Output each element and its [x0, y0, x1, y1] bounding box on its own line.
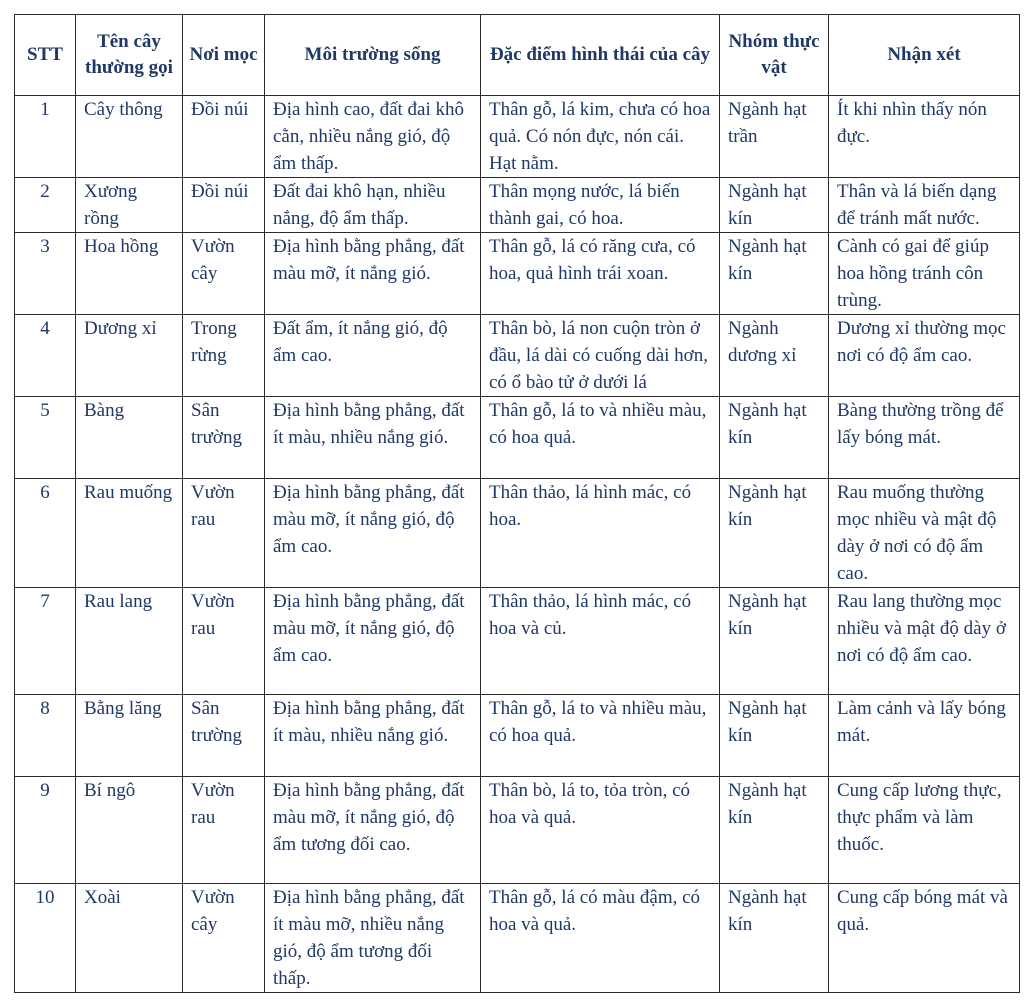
table-row	[15, 695, 1020, 777]
header-habitat: Môi trường sống	[265, 15, 481, 96]
cell-habitat: Địa hình bằng phẳng, đất màu mỡ, ít nắng gió, độ ẩm cao.	[265, 588, 481, 695]
cell-habitat: Đất ẩm, ít nắng gió, độ ẩm cao.	[265, 315, 481, 397]
cell-location: Vườn rau	[183, 777, 265, 884]
header-plant-group: Nhóm thực vật	[720, 15, 829, 96]
cell-remarks: Rau lang thường mọc nhiều và mật độ dày ở nơi có độ ẩm cao.	[829, 588, 1020, 695]
cell-stt: 6	[15, 479, 76, 588]
cell-plant-group: Ngành hạt kín	[720, 884, 829, 993]
cell-habitat: Địa hình bằng phẳng, đất màu mỡ, ít nắng gió.	[265, 233, 481, 315]
document-page	[14, 14, 1019, 993]
cell-morphology: Thân gỗ, lá to và nhiều màu, có hoa quả.	[481, 397, 720, 479]
cell-plant-group: Ngành hạt kín	[720, 479, 829, 588]
cell-remarks: Cung cấp lương thực, thực phẩm và làm thuốc.	[829, 777, 1020, 884]
table-row	[15, 884, 1020, 993]
header-plant-name: Tên cây thường gọi	[76, 15, 183, 96]
cell-location: Trong rừng	[183, 315, 265, 397]
cell-morphology: Thân mọng nước, lá biến thành gai, có hoa.	[481, 178, 720, 233]
table-row	[15, 397, 1020, 479]
cell-location: Sân trường	[183, 695, 265, 777]
cell-morphology: Thân thảo, lá hình mác, có hoa và củ.	[481, 588, 720, 695]
cell-morphology: Thân bò, lá non cuộn tròn ở đầu, lá dài có cuống dài hơn, có ổ bào tử ở dưới lá	[481, 315, 720, 397]
cell-stt: 4	[15, 315, 76, 397]
cell-plant-group: Ngành hạt kín	[720, 178, 829, 233]
table-row	[15, 178, 1020, 233]
cell-stt: 1	[15, 96, 76, 178]
cell-location: Vườn rau	[183, 588, 265, 695]
cell-plant-name: Rau lang	[76, 588, 183, 695]
cell-habitat: Địa hình bằng phẳng, đất màu mỡ, ít nắng gió, độ ẩm tương đối cao.	[265, 777, 481, 884]
cell-location: Sân trường	[183, 397, 265, 479]
cell-habitat: Địa hình bằng phẳng, đất ít màu, nhiều nắng gió.	[265, 397, 481, 479]
cell-habitat: Địa hình bằng phẳng, đất ít màu mỡ, nhiều nắng gió, độ ẩm tương đối thấp.	[265, 884, 481, 993]
cell-plant-group: Ngành hạt kín	[720, 233, 829, 315]
cell-location: Đồi núi	[183, 96, 265, 178]
cell-plant-group: Ngành hạt kín	[720, 695, 829, 777]
cell-morphology: Thân gỗ, lá kim, chưa có hoa quả. Có nón đực, nón cái. Hạt nằm.	[481, 96, 720, 178]
cell-plant-group: Ngành dương xỉ	[720, 315, 829, 397]
cell-stt: 5	[15, 397, 76, 479]
cell-location: Vườn cây	[183, 884, 265, 993]
cell-location: Đồi núi	[183, 178, 265, 233]
cell-remarks: Cành có gai để giúp hoa hồng tránh côn trùng.	[829, 233, 1020, 315]
cell-remarks: Thân và lá biến dạng để tránh mất nước.	[829, 178, 1020, 233]
table-body	[15, 96, 1020, 993]
header-location: Nơi mọc	[183, 15, 265, 96]
cell-morphology: Thân gỗ, lá to và nhiều màu, có hoa quả.	[481, 695, 720, 777]
table-row	[15, 315, 1020, 397]
cell-morphology: Thân bò, lá to, tỏa tròn, có hoa và quả.	[481, 777, 720, 884]
cell-habitat: Địa hình bằng phẳng, đất ít màu, nhiều nắng gió.	[265, 695, 481, 777]
cell-location: Vườn cây	[183, 233, 265, 315]
cell-plant-group: Ngành hạt kín	[720, 397, 829, 479]
cell-plant-name: Rau muống	[76, 479, 183, 588]
cell-morphology: Thân gỗ, lá có răng cưa, có hoa, quả hình trái xoan.	[481, 233, 720, 315]
header-remarks: Nhận xét	[829, 15, 1020, 96]
cell-stt: 10	[15, 884, 76, 993]
cell-remarks: Dương xỉ thường mọc nơi có độ ẩm cao.	[829, 315, 1020, 397]
cell-plant-name: Cây thông	[76, 96, 183, 178]
cell-plant-group: Ngành hạt kín	[720, 588, 829, 695]
cell-remarks: Bàng thường trồng để lấy bóng mát.	[829, 397, 1020, 479]
cell-stt: 8	[15, 695, 76, 777]
cell-remarks: Ít khi nhìn thấy nón đực.	[829, 96, 1020, 178]
cell-stt: 2	[15, 178, 76, 233]
plant-survey-table	[14, 14, 1020, 993]
cell-morphology: Thân thảo, lá hình mác, có hoa.	[481, 479, 720, 588]
cell-plant-name: Xoài	[76, 884, 183, 993]
cell-plant-group: Ngành hạt kín	[720, 777, 829, 884]
cell-habitat: Đất đai khô hạn, nhiều nắng, độ ẩm thấp.	[265, 178, 481, 233]
table-header-row	[15, 15, 1020, 96]
cell-stt: 9	[15, 777, 76, 884]
cell-location: Vườn rau	[183, 479, 265, 588]
cell-plant-name: Bàng	[76, 397, 183, 479]
cell-stt: 3	[15, 233, 76, 315]
cell-remarks: Cung cấp bóng mát và quả.	[829, 884, 1020, 993]
table-row	[15, 479, 1020, 588]
cell-plant-name: Bí ngô	[76, 777, 183, 884]
table-row	[15, 777, 1020, 884]
cell-plant-name: Bằng lăng	[76, 695, 183, 777]
table-row	[15, 588, 1020, 695]
cell-remarks: Làm cảnh và lấy bóng mát.	[829, 695, 1020, 777]
cell-plant-name: Hoa hồng	[76, 233, 183, 315]
cell-habitat: Địa hình bằng phẳng, đất màu mỡ, ít nắng gió, độ ẩm cao.	[265, 479, 481, 588]
cell-plant-name: Dương xỉ	[76, 315, 183, 397]
table-row	[15, 233, 1020, 315]
cell-habitat: Địa hình cao, đất đai khô cằn, nhiều nắng gió, độ ẩm thấp.	[265, 96, 481, 178]
cell-plant-name: Xương rồng	[76, 178, 183, 233]
cell-remarks: Rau muống thường mọc nhiều và mật độ dày ở nơi có độ ẩm cao.	[829, 479, 1020, 588]
cell-stt: 7	[15, 588, 76, 695]
table-row	[15, 96, 1020, 178]
cell-morphology: Thân gỗ, lá có màu đậm, có hoa và quả.	[481, 884, 720, 993]
header-stt: STT	[15, 15, 76, 96]
header-morphology: Đặc điểm hình thái của cây	[481, 15, 720, 96]
cell-plant-group: Ngành hạt trần	[720, 96, 829, 178]
